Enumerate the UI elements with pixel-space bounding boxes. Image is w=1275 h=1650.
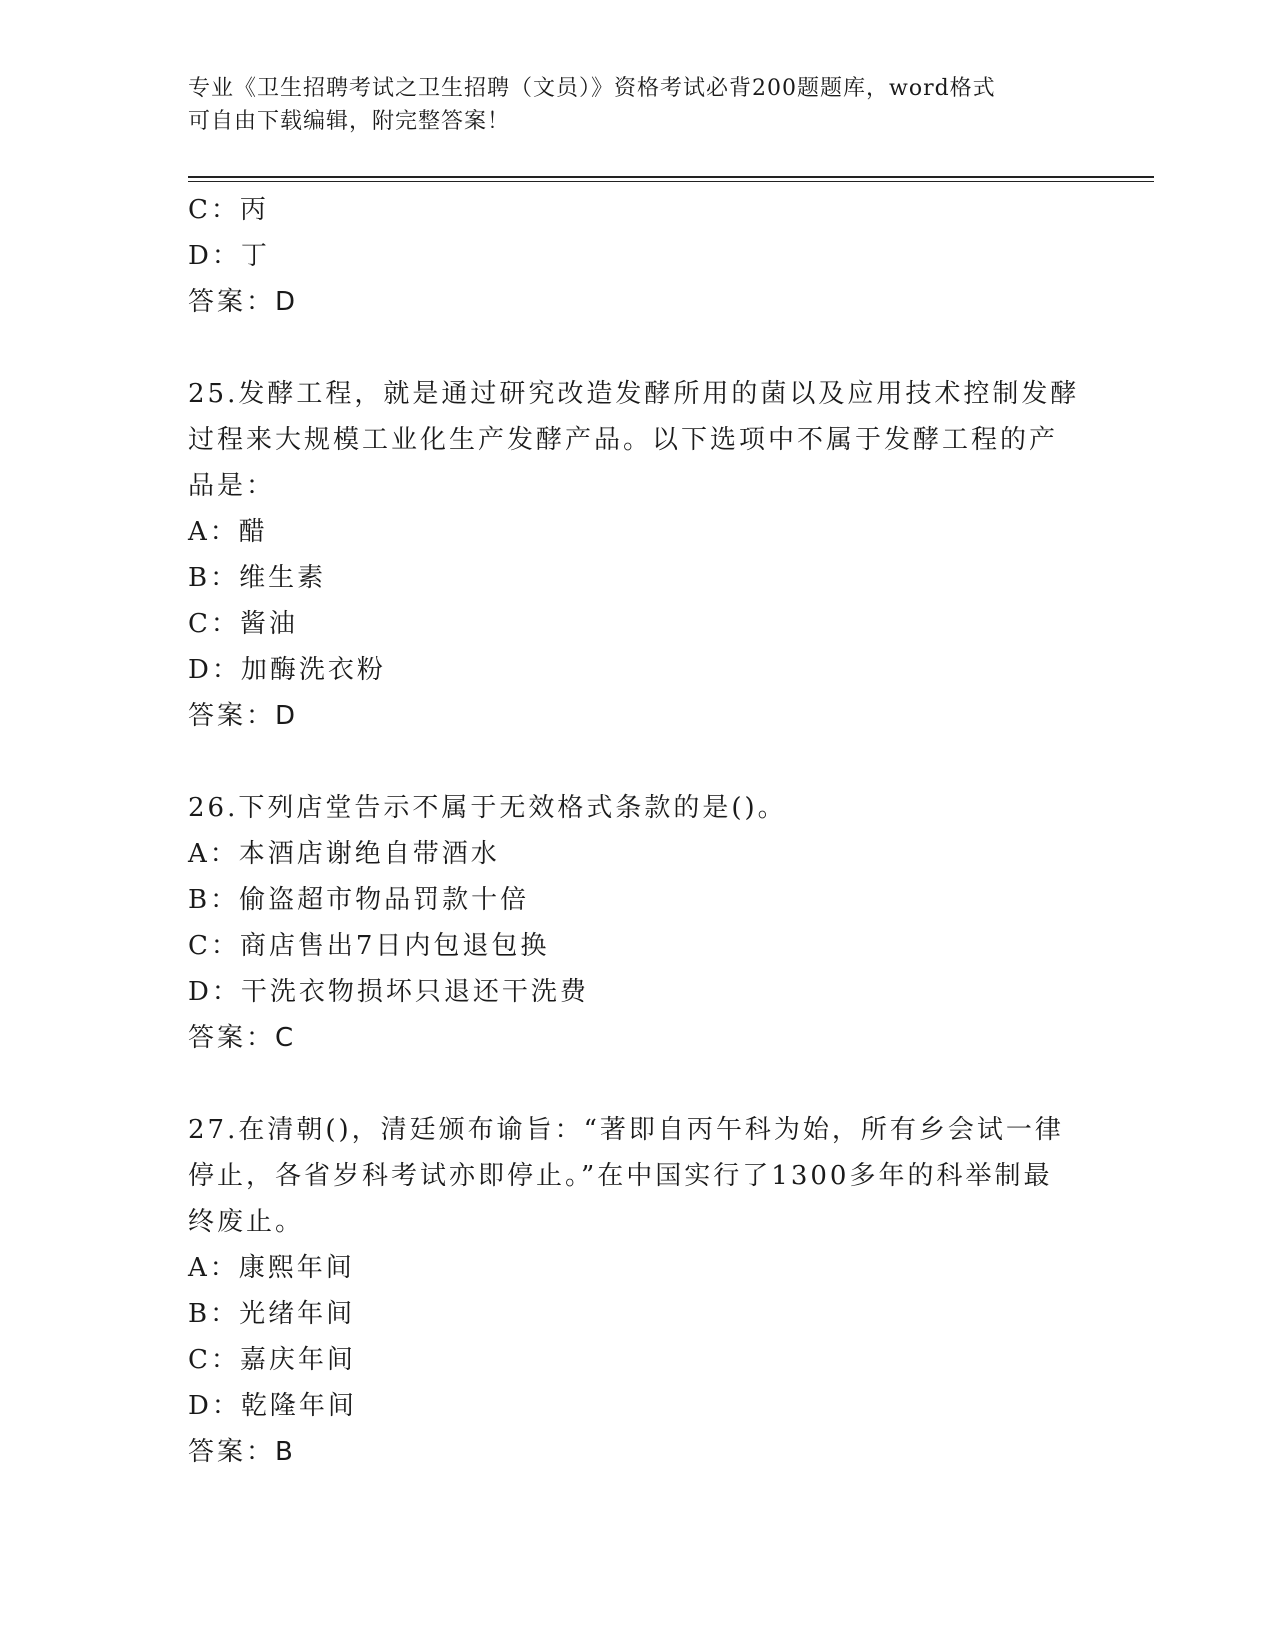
option-d: D：丁 <box>188 241 270 271</box>
question-text-line: 27.在清朝()，清廷颁布谕旨：“著即自丙午科为始，所有乡会试一律 <box>188 1115 1064 1145</box>
option-c: C：丙 <box>188 195 269 225</box>
header-rule-thin <box>188 181 1154 182</box>
option-c: C：商店售出7日内包退包换 <box>188 931 550 961</box>
answer-line: 答案：D <box>188 287 299 317</box>
header-line-2: 可自由下载编辑，附完整答案！ <box>188 109 511 134</box>
block-gap <box>188 325 1088 371</box>
option-b: B：维生素 <box>188 563 327 593</box>
question-text-line: 停止，各省岁科考试亦即停止。”在中国实行了1300多年的科举制最 <box>188 1161 1053 1191</box>
answer-line: 答案：C <box>188 1023 297 1053</box>
question-block <box>188 371 1088 739</box>
block-gap <box>188 1061 1088 1107</box>
option-a: A：康熙年间 <box>188 1253 355 1283</box>
answer-line: 答案：B <box>188 1437 296 1467</box>
question-text-line: 品是： <box>188 471 276 501</box>
answer-line: 答案：D <box>188 701 299 731</box>
question-text-line: 终废止。 <box>188 1207 305 1237</box>
question-block <box>188 1107 1088 1475</box>
option-c: C：嘉庆年间 <box>188 1345 356 1375</box>
option-b: B：偷盗超市物品罚款十倍 <box>188 885 530 915</box>
option-d: D：乾隆年间 <box>188 1391 357 1421</box>
header-rule-thick <box>188 176 1154 178</box>
option-a: A：醋 <box>188 517 268 547</box>
question-text-line: 26.下列店堂告示不属于无效格式条款的是()。 <box>188 793 787 823</box>
question-text-line: 过程来大规模工业化生产发酵产品。以下选项中不属于发酵工程的产 <box>188 425 1059 455</box>
option-b: B：光绪年间 <box>188 1299 356 1329</box>
option-d: D：干洗衣物损坏只退还干洗费 <box>188 977 589 1007</box>
question-list <box>188 187 1088 1475</box>
option-d: D：加酶洗衣粉 <box>188 655 386 685</box>
question-block <box>188 187 1088 325</box>
option-a: A：本酒店谢绝自带酒水 <box>188 839 500 869</box>
header-line-1: 专业《卫生招聘考试之卫生招聘（文员）》资格考试必背200题题库，word格式 <box>188 76 996 101</box>
option-c: C：酱油 <box>188 609 298 639</box>
block-gap <box>188 739 1088 785</box>
question-text-line: 25.发酵工程，就是通过研究改造发酵所用的菌以及应用技术控制发酵 <box>188 379 1080 409</box>
document-header <box>188 72 1068 138</box>
question-block <box>188 785 1088 1061</box>
